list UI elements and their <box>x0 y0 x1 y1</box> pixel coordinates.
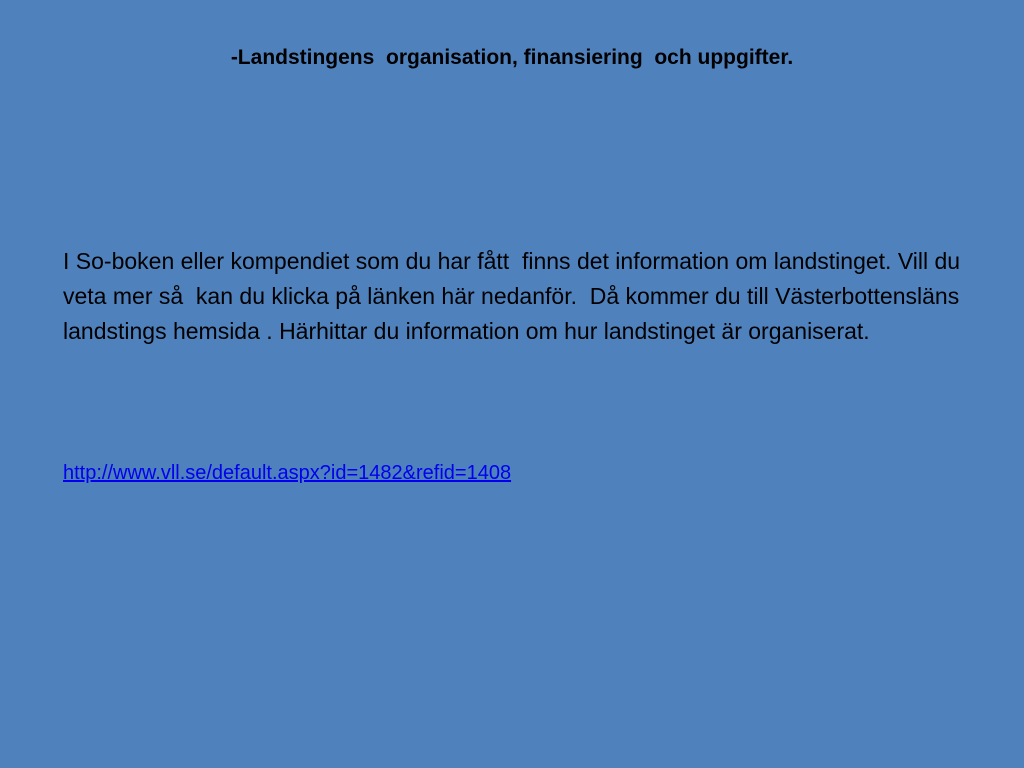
slide-title: -Landstingens organisation, finansiering och uppgifter. <box>230 46 794 69</box>
slide-body-text: I So-boken eller kompendiet som du har fått finns det information om landstinget. Vill du veta mer så kan du klicka på länken här nedanför. Då kommer du till Västerbottensläns landstings hemsida . Härhittar du information om hur landstinget är organiserat. <box>63 248 967 344</box>
vll-homepage-link[interactable]: http://www.vll.se/default.aspx?id=1482&refid=1408 <box>63 462 512 484</box>
